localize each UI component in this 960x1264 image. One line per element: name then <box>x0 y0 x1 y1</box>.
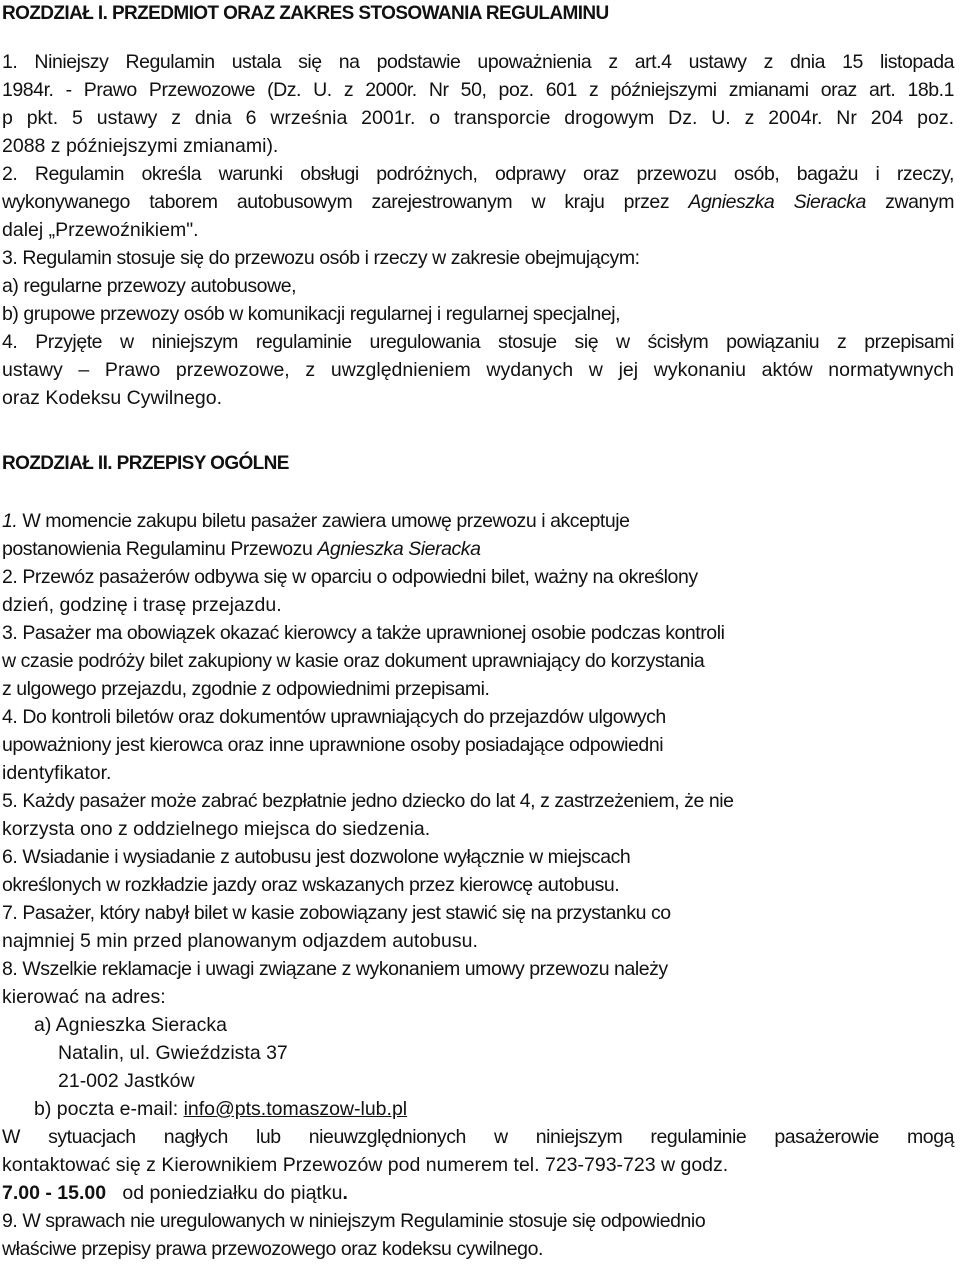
s2-p1-line-1-text: W momencie zakupu biletu pasażer zawiera umowę przewozu i akceptuje <box>17 510 630 532</box>
s2-p8-line-2: kierować na adres: <box>2 986 166 1008</box>
s2-p7-line-2: najmniej 5 min przed planowanym odjazdem autobusu. <box>2 930 478 952</box>
s2-p9-line-2: właściwe przepisy prawa przewozowego oraz kodeksu cywilnego. <box>2 1238 543 1260</box>
s2-p6-line-1: 6. Wsiadanie i wysiadanie z autobusu jest dozwolone wyłącznie w miejscach <box>2 846 631 868</box>
s2-p4-line-1: 4. Do kontroli biletów oraz dokumentów uprawniających do przejazdów ulgowych <box>2 706 666 728</box>
s1-p3-line-1: 3. Regulamin stosuje się do przewozu osób i rzeczy w zakresie obejmującym: <box>2 247 640 269</box>
s1-p2-line-2-text: wykonywanego taborem autobusowym zarejestrowanym w kraju przez <box>2 191 689 213</box>
s1-p1-line-4: 2088 z późniejszymi zmianami). <box>2 135 279 157</box>
contact-days: od poniedziałku do piątku <box>106 1182 343 1204</box>
s2-p8-line-1: 8. Wszelkie reklamacje i uwagi związane z wykonaniem umowy przewozu należy <box>2 958 668 980</box>
s2-p1-line-2 <box>2 535 954 563</box>
s1-p2-line-3: dalej „Przewoźnikiem". <box>2 219 199 241</box>
s1-p2-line-2-tail: zwanym <box>865 191 954 213</box>
s2-p4-line-3: identyfikator. <box>2 762 112 784</box>
s1-p4-line-1: 4. Przyjęte w niniejszym regulaminie uregulowania stosuje się w ścisłym powiązaniu z przepisami <box>2 331 954 353</box>
s1-p2-line-2 <box>2 188 954 216</box>
s1-p1-line-2: 1984r. - Prawo Przewozowe (Dz. U. z 2000r. Nr 50, poz. 601 z późniejszymi zmianami oraz art. 18b.1 <box>2 79 954 101</box>
email-label: b) poczta e-mail: <box>34 1098 184 1120</box>
contact-line-3 <box>2 1179 954 1207</box>
s2-p5-line-1: 5. Każdy pasażer może zabrać bezpłatnie jedno dziecko do lat 4, z zastrzeżeniem, że nie <box>2 790 734 812</box>
email-line <box>34 1095 954 1123</box>
contact-line-1: W sytuacjach nagłych lub nieuwzględnionych w niniejszym regulaminie pasażerowie mogą <box>2 1126 954 1148</box>
s1-p4-line-2: ustawy – Prawo przewozowe, z uwzględnieniem wydanych w jej wykonaniu aktów normatywnych <box>2 359 954 381</box>
carrier-name: Agnieszka Sieracka <box>688 191 866 213</box>
s2-p1-number: 1. <box>2 510 18 532</box>
email-link[interactable]: info@pts.tomaszow-lub.pl <box>183 1098 408 1120</box>
s2-p2-line-2: dzień, godzinę i trasę przejazdu. <box>2 594 282 616</box>
s2-p7-line-1: 7. Pasażer, który nabył bilet w kasie zobowiązany jest stawić się na przystanku co <box>2 902 671 924</box>
section-2-heading: ROZDZIAŁ II. PRZEPISY OGÓLNE <box>2 453 289 474</box>
address-name: a) Agnieszka Sieracka <box>34 1014 227 1036</box>
s2-p3-line-1: 3. Pasażer ma obowiązek okazać kierowcy a także uprawnionej osobie podczas kontroli <box>2 622 725 644</box>
s2-p2-line-1: 2. Przewóz pasażerów odbywa się w oparciu o odpowiedni bilet, ważny na określony <box>2 566 698 588</box>
s2-p1-line-1 <box>2 507 954 535</box>
section-1-heading: ROZDZIAŁ I. PRZEDMIOT ORAZ ZAKRES STOSOWANIA REGULAMINU <box>2 3 609 24</box>
s2-p1-line-2-text: postanowienia Regulaminu Przewozu <box>2 538 318 560</box>
s2-p5-line-2: korzysta ono z oddzielnego miejsca do siedzenia. <box>2 818 431 840</box>
s2-p6-line-2: określonych w rozkładzie jazdy oraz wskazanych przez kierowcę autobusu. <box>2 874 620 896</box>
s1-p3-line-3: b) grupowe przewozy osób w komunikacji regularnej i regularnej specjalnej, <box>2 303 621 325</box>
s1-p1-line-1: 1. Niniejszy Regulamin ustala się na podstawie upoważnienia z art.4 ustawy z dnia 15 listopada <box>2 51 954 73</box>
s2-p3-line-3: z ulgowego przejazdu, zgodnie z odpowiednimi przepisami. <box>2 678 490 700</box>
s1-p3-line-2: a) regularne przewozy autobusowe, <box>2 275 297 297</box>
s1-p2-line-1: 2. Regulamin określa warunki obsługi podróżnych, odprawy oraz przewozu osób, bagażu i rzeczy, <box>2 163 954 185</box>
contact-line-2: kontaktować się z Kierownikiem Przewozów pod numerem tel. 723-793-723 w godz. <box>2 1154 729 1176</box>
s2-p3-line-2: w czasie podróży bilet zakupiony w kasie oraz dokument uprawniający do korzystania <box>2 650 705 672</box>
contact-period: . <box>342 1182 348 1204</box>
address-city: 21-002 Jastków <box>58 1070 195 1092</box>
s2-p4-line-2: upoważniony jest kierowca oraz inne uprawnione osoby posiadające odpowiedni <box>2 734 664 756</box>
contact-hours: 7.00 - 15.00 <box>2 1182 107 1204</box>
s2-p9-line-1: 9. W sprawach nie uregulowanych w niniejszym Regulaminie stosuje się odpowiednio <box>2 1210 706 1232</box>
carrier-name-2: Agnieszka Sieracka <box>317 538 481 560</box>
s1-p4-line-3: oraz Kodeksu Cywilnego. <box>2 387 223 409</box>
s1-p1-line-3: p pkt. 5 ustawy z dnia 6 września 2001r. o transporcie drogowym Dz. U. z 2004r. Nr 204 poz. <box>2 107 954 129</box>
address-street: Natalin, ul. Gwieździsta 37 <box>58 1042 288 1064</box>
